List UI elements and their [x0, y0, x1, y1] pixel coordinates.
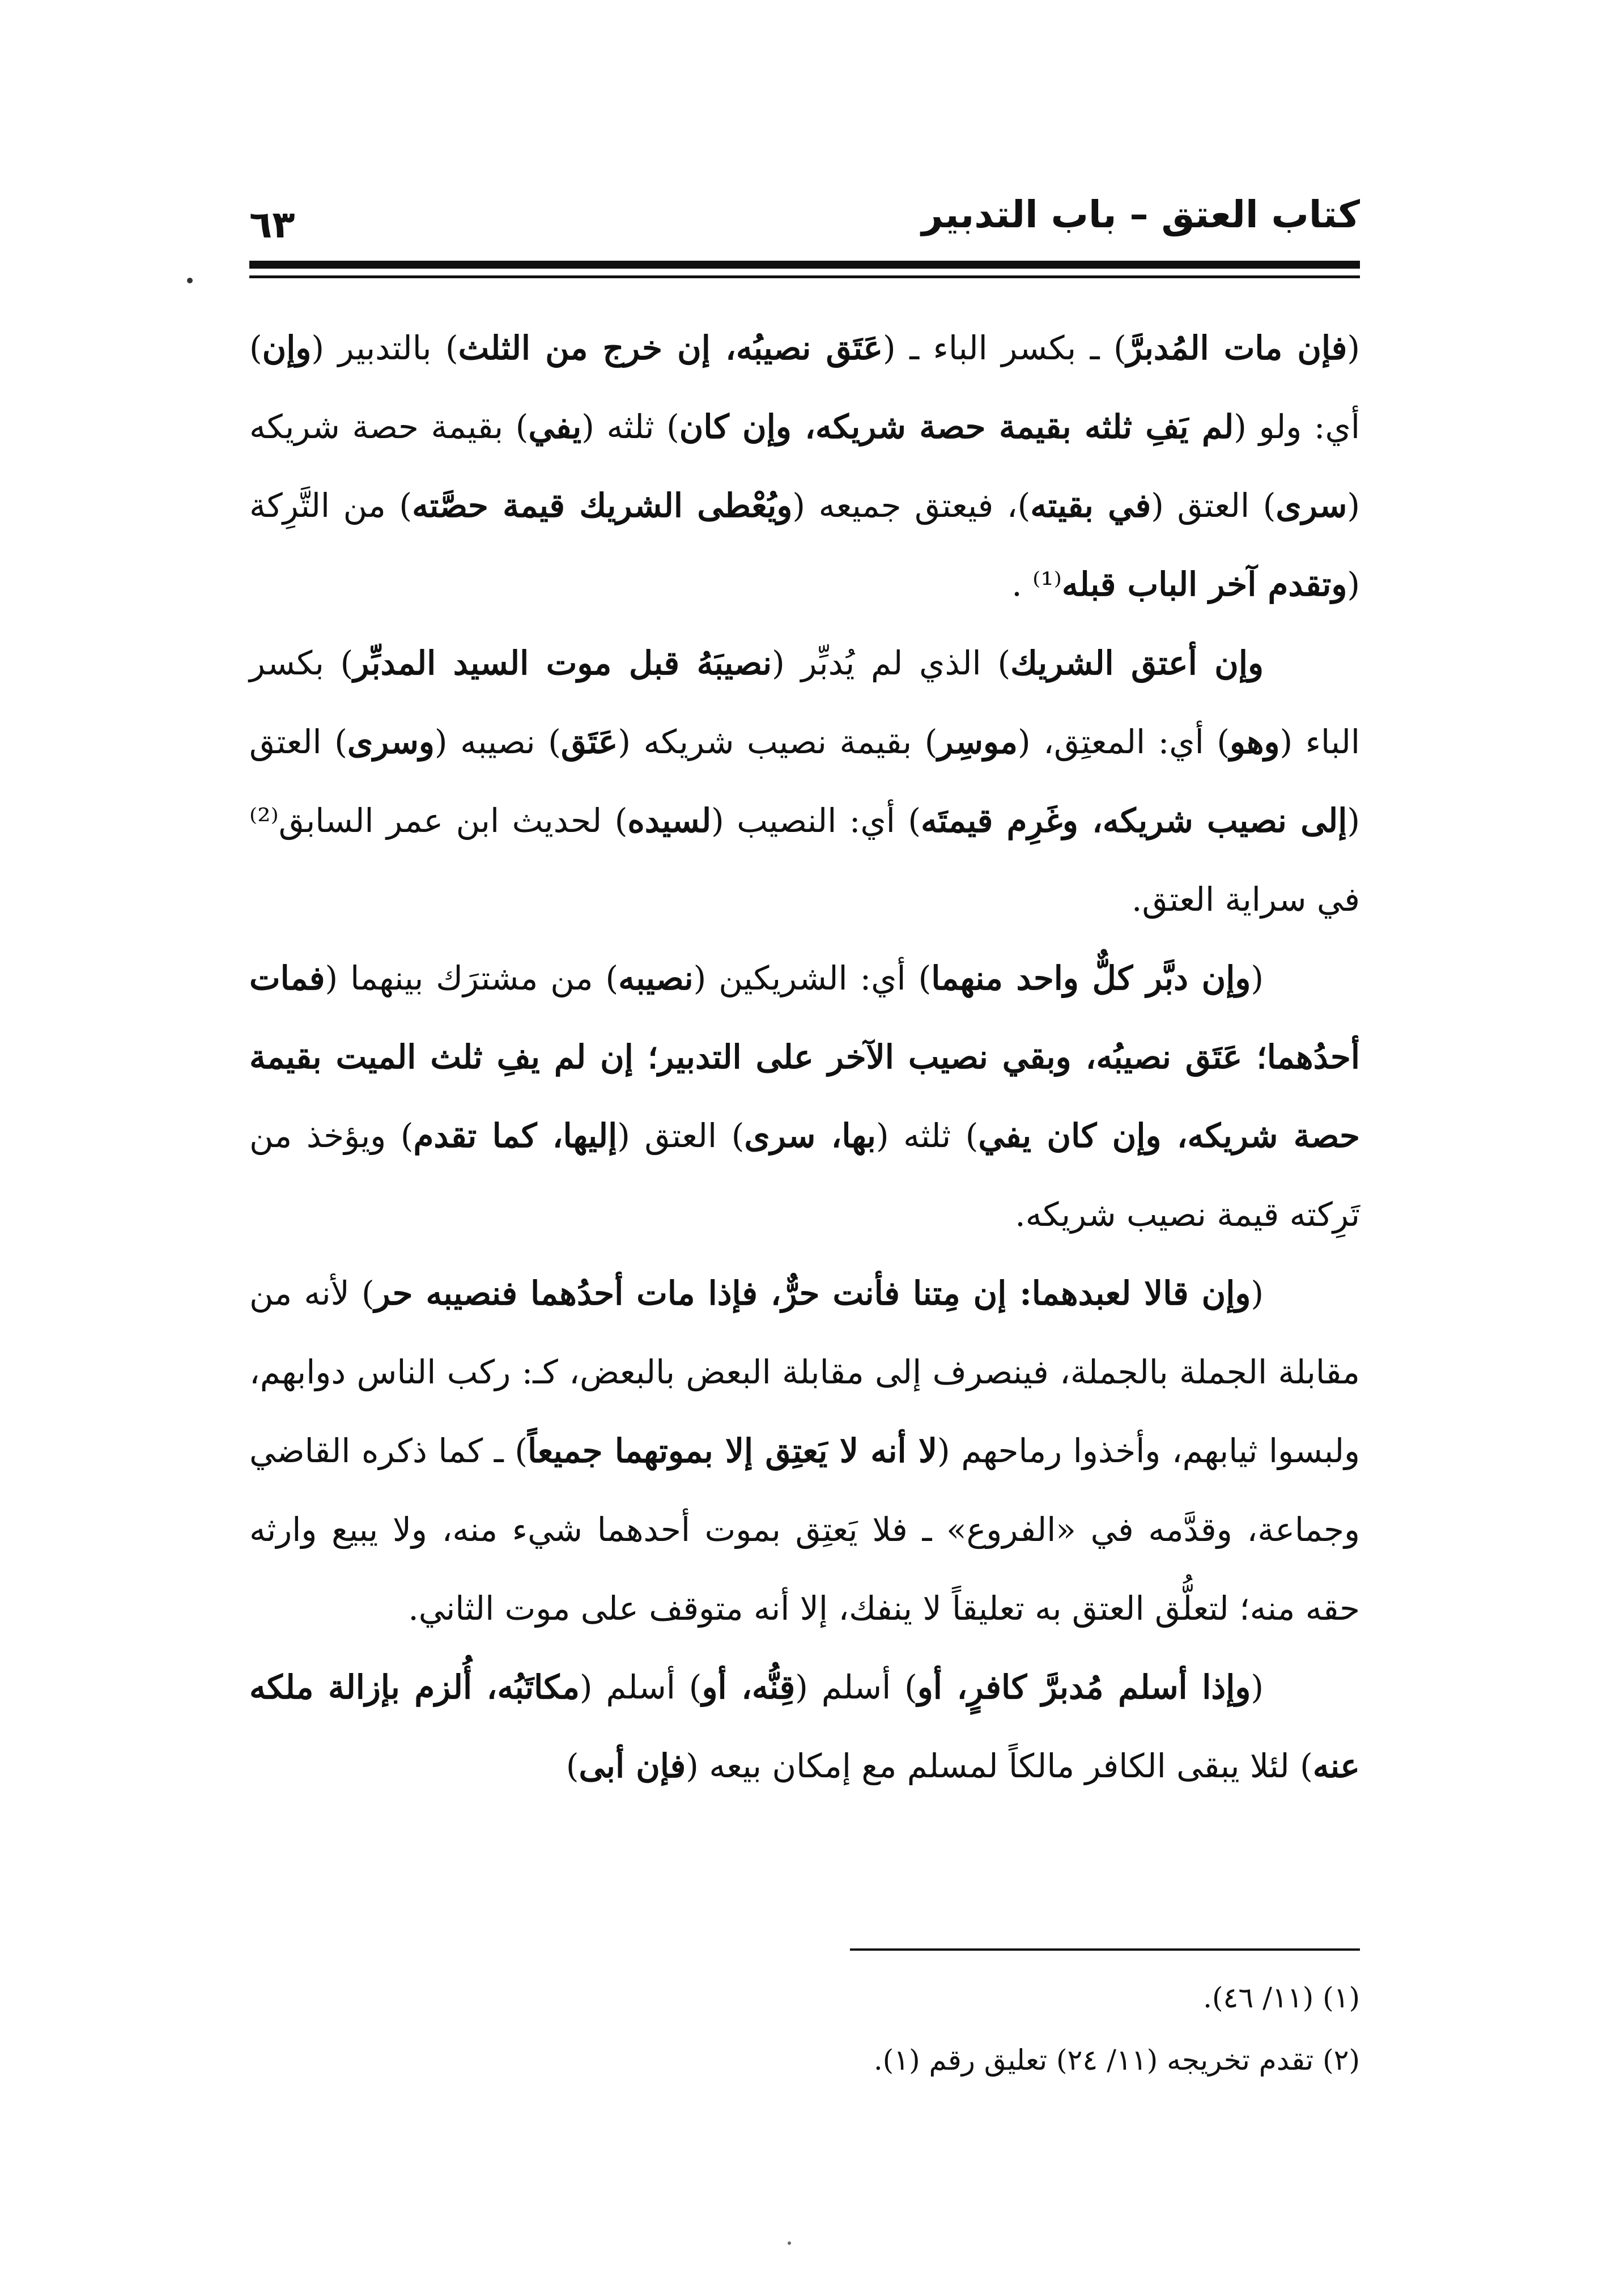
text-run: ) ثلثه (	[875, 1116, 979, 1155]
text-run: ) ـ كما ذكره القاضي وجماعة، وقدَّمه في «الفروع» ـ فلا يَعتِق بموت أحدهما شيء منه، ولا يبيع وارثه حقه منه؛ لتعلُّق العتق به تعليقاً لا ينفك، إلا أنه متوقف على موت الثاني.	[249, 1432, 1360, 1628]
text-run: ) بقيمة نصيب شريكه (	[618, 723, 938, 761]
paragraph	[249, 309, 1360, 624]
paragraph	[249, 1254, 1360, 1648]
bold-run: وهو	[1229, 723, 1280, 761]
text-run: )، فيعتق جميعه (	[792, 486, 1031, 525]
text-run: ) نصيبه (	[434, 723, 561, 761]
paragraph	[249, 939, 1360, 1254]
bold-run: فمات أحدُهما؛ عَتَق نصيبُه، وبقي نصيب الآخر على التدبير؛ إن لم يفِ ثلث الميت بقيمة حصة شريكه، وإن كان يفي	[249, 959, 1360, 1155]
bold-run: ويُعْطى الشريك قيمة حصَّته	[412, 486, 793, 525]
text-run: ) لئلا يبقى الكافر مالكاً لمسلم مع إمكان بيعه (	[686, 1747, 1313, 1785]
text-run: ) من التَّرِكة (	[249, 486, 1360, 604]
footnote-separator	[850, 1948, 1360, 1951]
bold-run: مكاتَبُه، أُلزم بإزالة ملكه عنه	[249, 1668, 1360, 1785]
text-run: ) الذي لم يُدبِّر (	[772, 644, 1011, 682]
text-run: ) بكسر الباء (	[249, 644, 1360, 761]
text-run: ) لحديث ابن عمر السابق⁽²⁾ في سراية العتق.	[249, 801, 1360, 919]
bold-run: لسيده	[627, 801, 712, 840]
header-rule-thick	[249, 261, 1360, 269]
bold-run: لا أنه لا يَعتِق إلا بموتهما جميعاً	[528, 1432, 938, 1470]
header-rule-thin	[249, 275, 1360, 278]
body-text	[249, 309, 1360, 1806]
text-run: ) بالتدبير (	[311, 329, 458, 367]
running-title: كتاب العتق – باب التدبير	[921, 193, 1360, 236]
text-run: )	[566, 1747, 579, 1785]
text-run: ) العتق (	[1151, 486, 1276, 525]
text-run: (	[1251, 1668, 1264, 1706]
bold-run: لم يَفِ ثلثه بقيمة حصة شريكه، وإن كان	[679, 407, 1234, 446]
text-run: (	[1347, 329, 1360, 367]
text-run: ) أي: النصيب (	[711, 801, 921, 840]
bold-run: وتقدم آخر الباب قبله	[1061, 565, 1347, 604]
paragraph	[249, 624, 1360, 939]
bold-run: عَتَق نصيبُه، إن خرج من الثلث	[458, 329, 883, 367]
text-run: (	[1251, 1274, 1264, 1313]
text-run: ) ـ بكسر الباء ـ (	[883, 329, 1126, 367]
bold-run: إليها، كما تقدم	[413, 1116, 618, 1155]
bold-run: بها، سرى	[744, 1116, 876, 1155]
text-run: ) أي: الشريكين (	[693, 959, 932, 997]
text-run: ) ثلثه (	[581, 407, 679, 446]
bold-run: نصيبه	[618, 959, 694, 997]
page-header	[249, 193, 1360, 289]
bold-run: وإن دبَّر كلٌّ واحد منهما	[931, 959, 1251, 997]
footnote: (٢) تقدم تخريجه (١١/ ٢٤) تعليق رقم (١).	[873, 2044, 1360, 2077]
text-run: ⁽¹⁾ .	[1011, 565, 1062, 604]
margin-dot	[187, 278, 193, 283]
bold-run: يفي	[528, 407, 582, 446]
text-run: ) العتق (	[249, 723, 1360, 840]
text-run: ) بقيمة حصة شريكه (	[249, 407, 1360, 525]
bold-run: وإن قالا لعبدهما: إن مِتنا فأنت حرٌّ، فإذا مات أحدُهما فنصيبه حر	[374, 1274, 1251, 1313]
text-run: ) أي: المعتِق، (	[1018, 723, 1230, 761]
text-run: ) من مشترَك بينهما (	[325, 959, 619, 997]
text-run: ) العتق (	[617, 1116, 745, 1155]
text-run: ) أسلم (	[579, 1668, 702, 1706]
text-run: (	[1251, 959, 1264, 997]
text-run: ) لأنه من مقابلة الجملة بالجملة، فينصرف إلى مقابلة البعض بالبعض، كـ: ركب الناس دوابهم، ولبسوا ثيابهم، وأخذوا رماحهم (	[249, 1274, 1361, 1470]
text-run: ) ويؤخذ من تَرِكته قيمة نصيب شريكه.	[249, 1116, 1360, 1234]
bold-run: وسرى	[347, 723, 435, 761]
scan-speck	[788, 2241, 791, 2245]
bold-run: فإن مات المُدبرَّ	[1126, 329, 1347, 367]
paragraph	[249, 1648, 1360, 1806]
bold-run: قِنُّه، أو	[702, 1668, 796, 1706]
text-run: ) أسلم (	[795, 1668, 917, 1706]
bold-run: وإن	[262, 329, 312, 367]
bold-run: موسِر	[937, 723, 1018, 761]
bold-run: وإذا أسلم مُدبرَّ كافرٍ، أو	[917, 1668, 1251, 1706]
footnote: (١) (١١/ ٤٦).	[1203, 1981, 1360, 2014]
bold-run: إلى نصيب شريكه، وغَرِم قيمتَه	[921, 801, 1347, 840]
page-number: ٦٣	[249, 203, 295, 247]
bold-run: وإن أعتق الشريك	[1010, 644, 1264, 682]
bold-run: في بقيته	[1030, 486, 1151, 525]
bold-run: نصيبَهُ قبل موت السيد المدبِّر	[353, 644, 772, 682]
text-run: ) أي: ولو (	[249, 329, 1360, 446]
bold-run: سرى	[1276, 486, 1347, 525]
bold-run: عَتَق	[560, 723, 618, 761]
footnotes	[249, 1967, 1360, 2091]
bold-run: فإن أبى	[579, 1747, 686, 1785]
